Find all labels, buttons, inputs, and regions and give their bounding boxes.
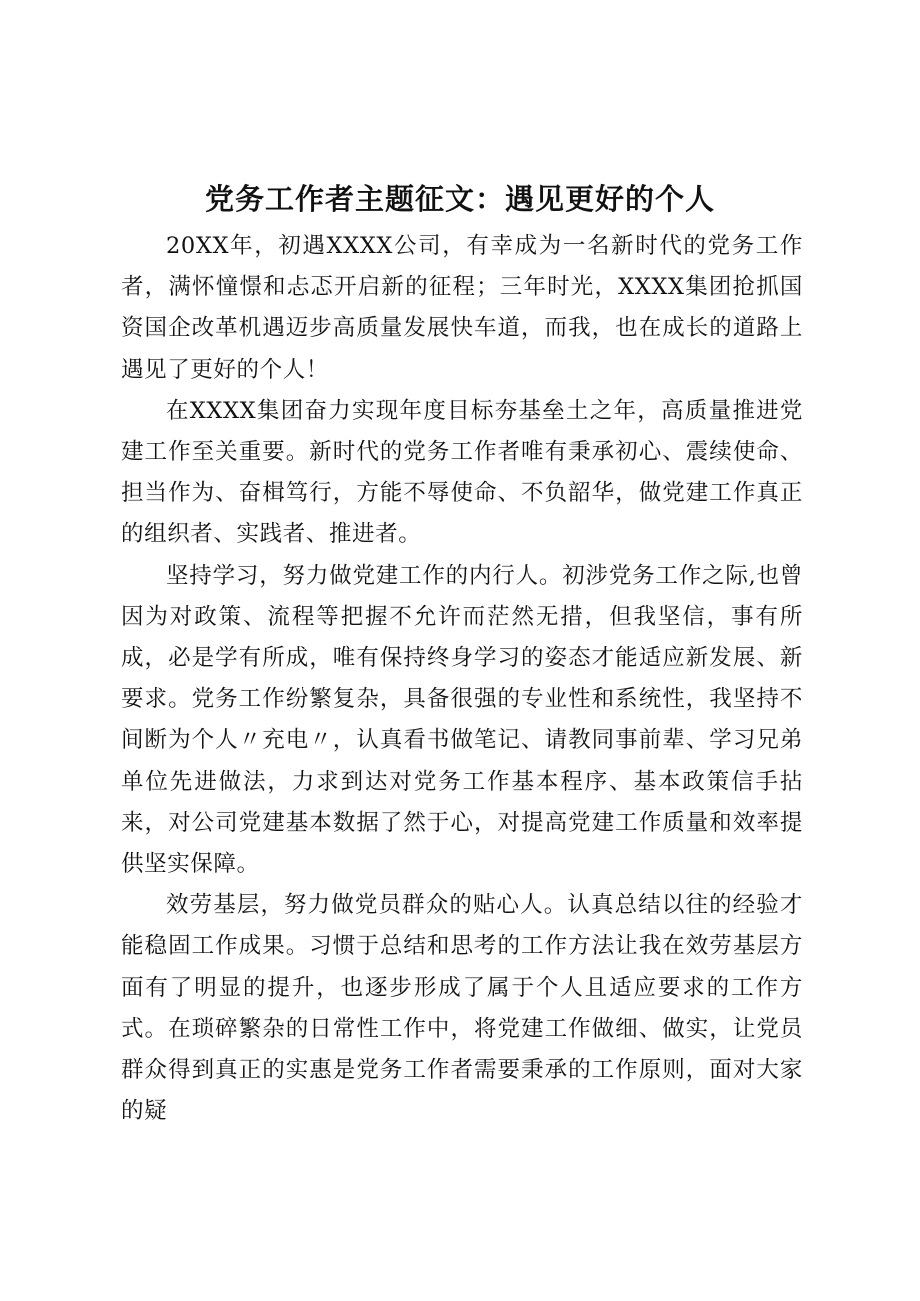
paragraph-1: 20XX年，初遇XXXX公司，有幸成为一名新时代的党务工作者，满怀憧憬和忐忑开启新的征程；三年时光，XXXX集团抢抓国资国企改革机遇迈步高质量发展快车道，而我，也在成长的道路上遇见了更好的个人！ [121,233,803,383]
paragraph-3: 坚持学习，努力做党建工作的内行人。初涉党务工作之际,也曾因为对政策、流程等把握不允许而茫然无措，但我坚信，事有所成，必是学有所成，唯有保持终身学习的姿态才能适应新发展、新要求。党务工作纷繁复杂，具备很强的专业性和系统性，我坚持不间断为个人〃充电〃，认真看书做笔记、请教同事前辈、学习兄弟单位先进做法，力求到达对党务工作基本程序、基本政策信手拈来，对公司党建基本数据了然于心，对提高党建工作质量和效率提供坚实保障。 [121,562,803,878]
paragraph-2: 在XXXX集团奋力实现年度目标夯基垒土之年，高质量推进党建工作至关重要。新时代的党务工作者唯有秉承初心、震续使命、担当作为、奋楫笃行，方能不辱使命、不负韶华，做党建工作真正的组织者、实践者、推进者。 [121,397,803,548]
paragraph-4: 效劳基层，努力做党员群众的贴心人。认真总结以往的经验才能稳固工作成果。习惯于总结和思考的工作方法让我在效劳基层方面有了明显的提升，也逐步形成了属于个人且适应要求的工作方式。在琐碎繁杂的日常性工作中，将党建工作做细、做实，让党员群众得到真正的实惠是党务工作者需要秉承的工作原则，面对大家的疑 [121,892,803,1125]
document-title: 党务工作者主题征文：遇见更好的个人 [204,182,715,217]
document-body [121,226,803,1132]
